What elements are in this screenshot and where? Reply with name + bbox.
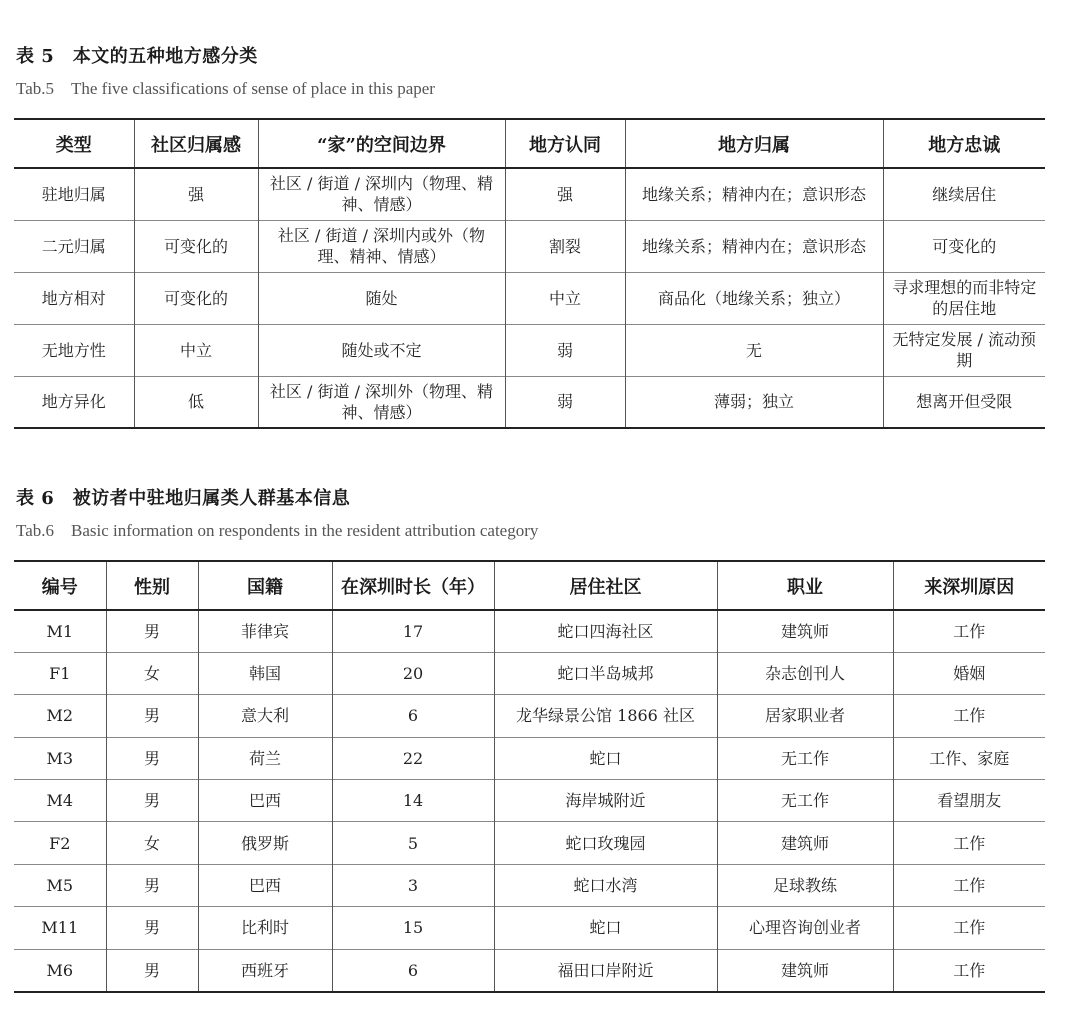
table-cell: 福田口岸附近 (494, 949, 717, 991)
table5-header: 地方认同 (505, 119, 625, 168)
table-cell: 足球教练 (717, 864, 893, 906)
table-cell: 蛇口半岛城邦 (494, 652, 717, 694)
table5-caption-en: Tab.5 The five classifications of sense of place in this paper (16, 79, 435, 98)
table-cell: 15 (332, 907, 494, 949)
table-cell: 寻求理想的而非特定的居住地 (883, 272, 1045, 324)
table-cell: 工作 (893, 949, 1045, 991)
table-row (14, 822, 1045, 864)
table-cell: 6 (332, 695, 494, 737)
table-row (14, 864, 1045, 906)
table-cell: 薄弱；独立 (625, 376, 883, 428)
table-cell: 22 (332, 737, 494, 779)
table-cell: 无特定发展 / 流动预期 (883, 324, 1045, 376)
table-row (14, 272, 1045, 324)
table-cell: 蛇口 (494, 907, 717, 949)
table5-caption-cn: 表 5 本文的五种地方感分类 (16, 46, 258, 67)
table-cell: 地方异化 (41, 392, 106, 412)
table-cell: 工作 (893, 822, 1045, 864)
table-cell: 无工作 (717, 737, 893, 779)
table5-caption (16, 42, 435, 99)
table-cell: M1 (46, 621, 74, 641)
table-cell: 14 (332, 780, 494, 822)
table5-header: 地方忠诚 (883, 119, 1045, 168)
table-cell: 男 (106, 780, 198, 822)
table-cell: F2 (49, 833, 71, 853)
table-cell: 居家职业者 (717, 695, 893, 737)
table-row (14, 168, 1045, 220)
table-cell: 工作 (893, 695, 1045, 737)
table-cell: 男 (106, 737, 198, 779)
table-cell: 可变化的 (134, 272, 258, 324)
table5-header: 类型 (55, 134, 92, 156)
table-row (14, 780, 1045, 822)
table6-header: 性别 (106, 561, 198, 610)
table-cell: 看望朋友 (893, 780, 1045, 822)
table-cell: 韩国 (198, 652, 332, 694)
table-cell: 蛇口 (494, 737, 717, 779)
table-cell: 菲律宾 (198, 610, 332, 652)
table-cell: M2 (46, 706, 74, 726)
table-cell: 随处 (258, 272, 505, 324)
table-cell: M4 (46, 791, 74, 811)
table-cell: 割裂 (505, 220, 625, 272)
table-row (14, 949, 1045, 991)
table-row (14, 324, 1045, 376)
table-cell: 杂志创刊人 (717, 652, 893, 694)
table-cell: 蛇口四海社区 (494, 610, 717, 652)
table-cell: 弱 (505, 324, 625, 376)
table-cell: 西班牙 (198, 949, 332, 991)
table-cell: 驻地归属 (41, 184, 106, 204)
table6-header: 居住社区 (494, 561, 717, 610)
table-cell: 地缘关系；精神内在；意识形态 (625, 220, 883, 272)
table-cell: 男 (106, 864, 198, 906)
table-cell: 婚姻 (893, 652, 1045, 694)
table6-header-row (14, 561, 1045, 610)
table-cell: 6 (332, 949, 494, 991)
table6-caption-cn: 表 6 被访者中驻地归属类人群基本信息 (16, 488, 351, 509)
table-cell: 强 (505, 168, 625, 220)
table6-header: 国籍 (198, 561, 332, 610)
table-cell: 建筑师 (717, 822, 893, 864)
table-cell: 20 (332, 652, 494, 694)
table-cell: 3 (332, 864, 494, 906)
table6-caption (16, 484, 538, 541)
table-cell: M5 (46, 876, 74, 896)
table-cell: 无 (625, 324, 883, 376)
table6 (14, 560, 1045, 993)
table-cell: 5 (332, 822, 494, 864)
table-cell: 工作 (893, 610, 1045, 652)
table-cell: 无工作 (717, 780, 893, 822)
table5 (14, 118, 1045, 429)
table-cell: 可变化的 (883, 220, 1045, 272)
table-cell: 社区 / 街道 / 深圳内（物理、精神、情感） (258, 168, 505, 220)
table-cell: 工作 (893, 907, 1045, 949)
table-cell: 俄罗斯 (198, 822, 332, 864)
table-cell: 想离开但受限 (883, 376, 1045, 428)
table-cell: 龙华绿景公馆 1866 社区 (494, 695, 717, 737)
table-cell: M3 (46, 748, 74, 768)
table-cell: 无地方性 (41, 340, 106, 360)
table-row (14, 907, 1045, 949)
table-cell: 男 (106, 949, 198, 991)
table-cell: M11 (41, 918, 79, 938)
table-cell: 巴西 (198, 864, 332, 906)
table-cell: 意大利 (198, 695, 332, 737)
table-cell: 蛇口玫瑰园 (494, 822, 717, 864)
table-cell: 社区 / 街道 / 深圳外（物理、精神、情感） (258, 376, 505, 428)
table-row (14, 695, 1045, 737)
table6-header: 来深圳原因 (893, 561, 1045, 610)
table-cell: 地缘关系；精神内在；意识形态 (625, 168, 883, 220)
table5-header: 地方归属 (625, 119, 883, 168)
table-cell: 地方相对 (41, 288, 106, 308)
table6-header: 职业 (717, 561, 893, 610)
table-row (14, 652, 1045, 694)
table-cell: 蛇口水湾 (494, 864, 717, 906)
table-cell: 随处或不定 (258, 324, 505, 376)
table-cell: 男 (106, 695, 198, 737)
table-cell: 心理咨询创业者 (717, 907, 893, 949)
table-row (14, 610, 1045, 652)
table-cell: 女 (106, 822, 198, 864)
table-cell: M6 (46, 960, 74, 980)
table-cell: 男 (106, 907, 198, 949)
table-cell: 中立 (505, 272, 625, 324)
table-cell: 继续居住 (883, 168, 1045, 220)
table-cell: 比利时 (198, 907, 332, 949)
table-cell: 二元归属 (41, 236, 106, 256)
table6-caption-en: Tab.6 Basic information on respondents in the resident attribution category (16, 521, 539, 540)
table-cell: 海岸城附近 (494, 780, 717, 822)
table6-header: 在深圳时长（年） (332, 561, 494, 610)
table-cell: 强 (134, 168, 258, 220)
table-cell: 社区 / 街道 / 深圳内或外（物理、精神、情感） (258, 220, 505, 272)
table-cell: 中立 (134, 324, 258, 376)
table-cell: 女 (106, 652, 198, 694)
table-row (14, 376, 1045, 428)
table-cell: 弱 (505, 376, 625, 428)
table-cell: 工作 (893, 864, 1045, 906)
table-row (14, 737, 1045, 779)
table-row (14, 220, 1045, 272)
table-cell: 工作、家庭 (893, 737, 1045, 779)
table-cell: F1 (49, 664, 71, 684)
table-cell: 荷兰 (198, 737, 332, 779)
table-cell: 建筑师 (717, 949, 893, 991)
table5-header: 社区归属感 (134, 119, 258, 168)
table-cell: 可变化的 (134, 220, 258, 272)
table-cell: 低 (134, 376, 258, 428)
table5-header-row (14, 119, 1045, 168)
table-cell: 巴西 (198, 780, 332, 822)
table-cell: 17 (332, 610, 494, 652)
table-cell: 商品化（地缘关系；独立） (625, 272, 883, 324)
table6-header: 编号 (41, 576, 78, 598)
table-cell: 建筑师 (717, 610, 893, 652)
table-cell: 男 (106, 610, 198, 652)
table5-header: “家”的空间边界 (258, 119, 505, 168)
